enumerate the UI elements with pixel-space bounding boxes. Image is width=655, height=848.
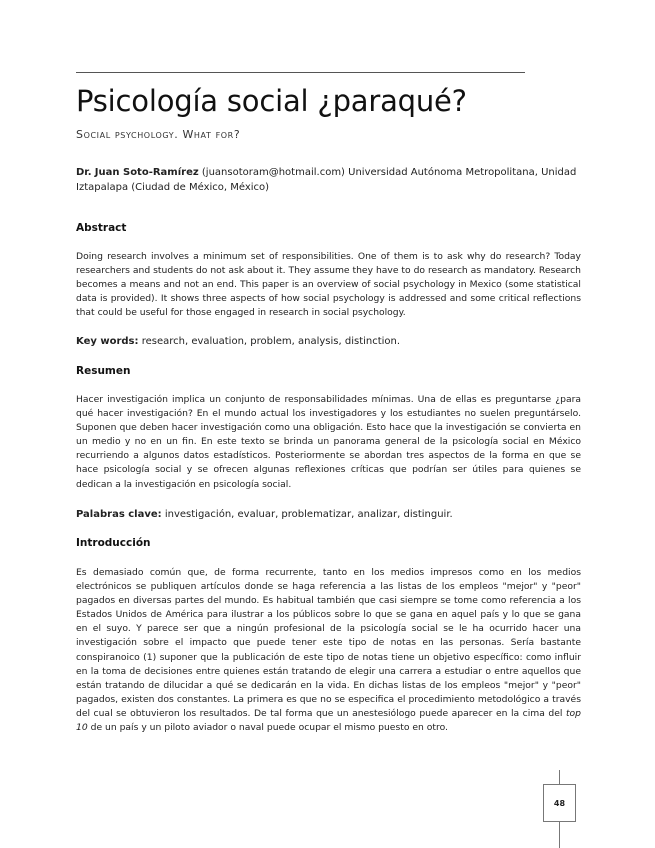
author-line — [76, 165, 581, 195]
introduccion-heading: Introducción — [76, 537, 151, 549]
page-number: 48 — [553, 798, 566, 808]
paper-subtitle: Social psychology. What for? — [76, 128, 241, 141]
resumen-text: Hacer investigación implica un conjunto de responsabilidades mínimas. Una de ellas es preguntarse ¿para qué hacer investigación? En el mundo actual los investigadores y los estudiantes no suelen preguntárselo. Suponen que deben hacer investigación como una obligación. Esto hace que la investigación se convierta en un medio y no en un fin. En este texto se brinda un panorama general de la psicología social en México recurriendo a algunos datos estadísticos. Posteriormente se abordan tres aspectos de la forma en que se hace psicología social y se ofrecen algunas reflexiones críticas que podrían ser útiles para quienes se dedican a la investigación en psicología social. — [76, 394, 581, 490]
abstract-text: Doing research involves a minimum set of responsibilities. One of them is to ask why do research? Today researchers and students do not ask about it. They assume they have to do research as mandatory. Research becomes a means and not an end. This paper is an overview of social psychology in Mexico (some statistical data is provided). It shows three aspects of how social psychology is addressed and some critical reflections that could be useful for those engaged in research in social psychology. — [76, 251, 581, 319]
header-rule — [76, 72, 525, 73]
author-name: Juan Soto-Ramírez — [94, 167, 199, 178]
page-number-line-top — [559, 770, 560, 784]
author-prefix: Dr. — [76, 167, 92, 178]
palabras-clave-label: Palabras clave: — [76, 509, 162, 520]
introduccion-italic: top 10 — [76, 707, 582, 734]
introduccion-text — [76, 566, 581, 735]
paper-title: Psicología social ¿paraqué? — [76, 84, 467, 118]
keywords-line — [76, 335, 581, 349]
page-number-line-bottom — [559, 822, 560, 848]
author-details: (juansotoram@hotmail.com) Universidad Autónoma Metropolitana, Unidad Iztapalapa (Ciudad de México, México) — [76, 167, 577, 193]
resumen-heading: Resumen — [76, 365, 131, 377]
page-number-box — [543, 784, 576, 822]
introduccion-text-after: de un país y un piloto aviador o naval puede ocupar el mismo puesto en otro. — [90, 722, 448, 734]
introduccion-text-before: Es demasiado común que, de forma recurrente, tanto en los medios impresos como en los medios electrónicos se publiquen artículos donde se haga referencia a las listas de los empleos "mejor" y "peor" pagados en diversas partes del mundo. Es habitual también que casi siempre se tome como referencia a los Estados Unidos de América para ilustrar a los públicos sobre lo que se gana en aquel país y lo que se gana en el suyo. Y parece ser que a ningún profesional de la psicología social se le ha ocurrido hacer una investigación sobre el impacto que puede tener este tipo de notas en las personas. Sería bastante conspiranoico (1) suponer que la publicación de este tipo de notas tiene un objetivo específico: como influir en la toma de decisiones entre quienes están tratando de elegir una carrera a estudiar o entre aquellos que están tratando de dilucidar a qué se dedicarán en la vida. En dichas listas de los empleos "mejor" y "peor" pagados, existen dos constantes. La primera es que no se especifica el procedimiento metodológico a través del cual se obtuvieron los resultados. De tal forma que un anestesiólogo puede aparecer en la cima del — [76, 567, 581, 719]
palabras-clave-line — [76, 508, 581, 522]
palabras-clave-text: investigación, evaluar, problematizar, analizar, distinguir. — [164, 509, 453, 520]
abstract-heading: Abstract — [76, 222, 127, 234]
keywords-text: research, evaluation, problem, analysis, distinction. — [141, 336, 401, 347]
keywords-label: Key words: — [76, 336, 139, 347]
